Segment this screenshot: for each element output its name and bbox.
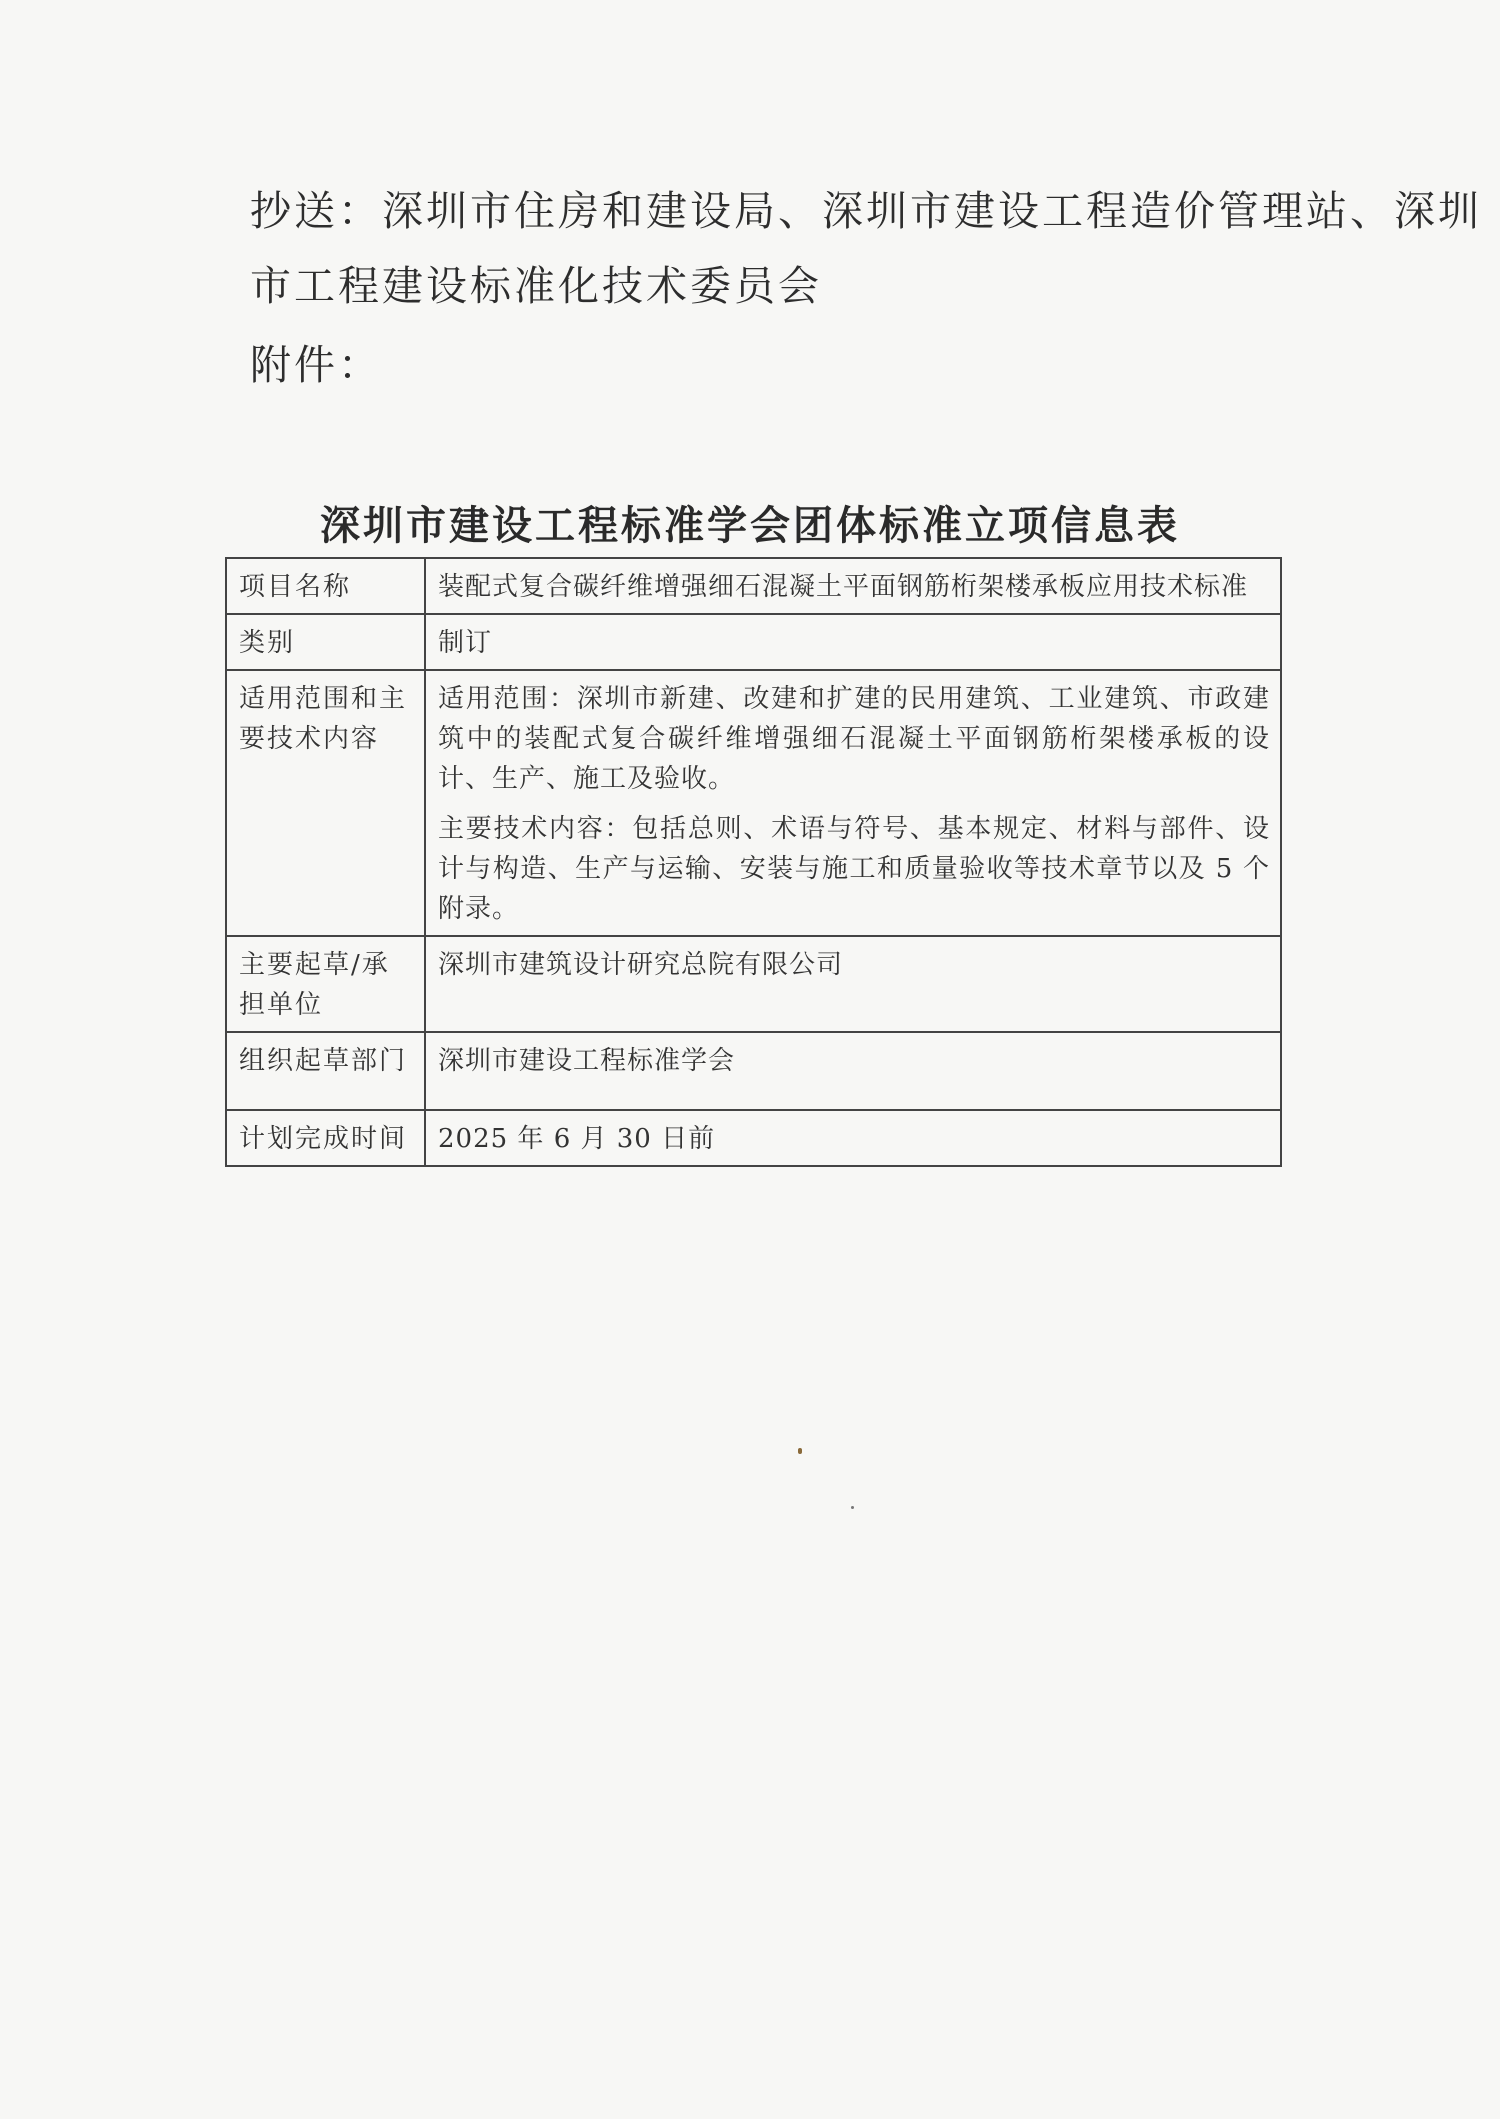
scope-and-content-cell — [425, 670, 1281, 936]
category-value: 制订 — [425, 614, 1281, 670]
table-row-project-name — [226, 558, 1281, 614]
scan-speck — [798, 1448, 802, 1454]
drafting-unit-label: 主要起草/承担单位 — [226, 936, 425, 1032]
technical-content-text: 主要技术内容：包括总则、术语与符号、基本规定、材料与部件、设计与构造、生产与运输、安装与施工和质量验收等技术章节以及 5 个附录。 — [438, 814, 1270, 924]
table-row-scope-and-content — [226, 670, 1281, 936]
project-name-label: 项目名称 — [226, 558, 425, 614]
scope-text: 适用范围：深圳市新建、改建和扩建的民用建筑、工业建筑、市政建筑中的装配式复合碳纤维增强细石混凝土平面钢筋桁架楼承板的设计、生产、施工及验收。 — [438, 684, 1270, 794]
table-row-organizing-department — [226, 1032, 1281, 1110]
organizing-department-value: 深圳市建设工程标准学会 — [425, 1032, 1281, 1110]
table-title: 深圳市建设工程标准学会团体标准立项信息表 — [320, 503, 1180, 549]
cc-recipients-line-2: 市工程建设标准化技术委员会 — [250, 262, 822, 310]
table-row-drafting-unit — [226, 936, 1281, 1032]
category-label: 类别 — [226, 614, 425, 670]
planned-completion-label: 计划完成时间 — [226, 1110, 425, 1166]
attachment-label: 附件： — [250, 341, 382, 389]
drafting-unit-value: 深圳市建筑设计研究总院有限公司 — [425, 936, 1281, 1032]
planned-completion-value: 2025 年 6 月 30 日前 — [425, 1110, 1281, 1166]
project-info-table — [225, 557, 1282, 1167]
table-row-category — [226, 614, 1281, 670]
scope-label: 适用范围和主要技术内容 — [226, 670, 425, 936]
organizing-department-label: 组织起草部门 — [226, 1032, 425, 1110]
scan-speck — [851, 1506, 854, 1509]
project-name-value: 装配式复合碳纤维增强细石混凝土平面钢筋桁架楼承板应用技术标准 — [425, 558, 1281, 614]
cc-recipients-line-1: 抄送：深圳市住房和建设局、深圳市建设工程造价管理站、深圳 — [250, 187, 1482, 235]
table-row-planned-completion — [226, 1110, 1281, 1166]
